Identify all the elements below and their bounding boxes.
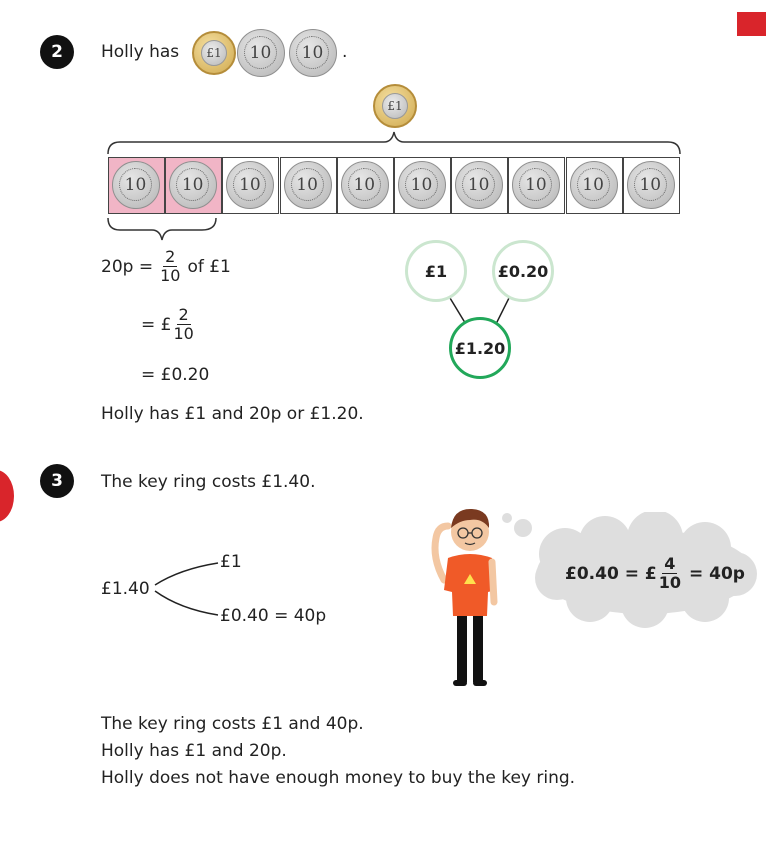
- side-marker: [0, 470, 14, 522]
- thought-bubble-text: [565, 555, 745, 592]
- fraction: $\frac{2}{10}$: [160, 247, 181, 285]
- ten-pence-coin: 10: [289, 29, 337, 77]
- thought-left: £0.40 = £: [565, 563, 657, 584]
- q3-line-1: The key ring costs £1 and 40p.: [101, 714, 364, 734]
- bar-cell: [280, 157, 337, 214]
- question-number-2: 2: [40, 35, 74, 69]
- pound-coin: £1: [192, 31, 236, 75]
- q3-line-2: Holly has £1 and 20p.: [101, 741, 287, 761]
- ten-pence-coin: 10: [455, 161, 503, 209]
- bar-cell: [165, 157, 222, 214]
- equation-line-2: [141, 306, 196, 343]
- fraction: $\frac{2}{10}$: [173, 305, 194, 343]
- ten-pence-coin: 10: [570, 161, 618, 209]
- equation-line-3: = £0.20: [141, 365, 210, 385]
- partition-root: £1.40: [101, 579, 150, 599]
- question-number-3: 3: [40, 464, 74, 498]
- part-circle-2: £0.20: [492, 240, 554, 302]
- bar-cell: [108, 157, 165, 214]
- ten-pence-coin: 10: [512, 161, 560, 209]
- q3-intro: The key ring costs £1.40.: [101, 472, 316, 492]
- part-circle-1: £1: [405, 240, 467, 302]
- q2-intro: Holly has: [101, 42, 180, 62]
- bar-cell: [508, 157, 565, 214]
- ten-pence-coin: 10: [398, 161, 446, 209]
- q3-line-3: Holly does not have enough money to buy the key ring.: [101, 768, 576, 788]
- bar-bottom-brace: [100, 214, 230, 244]
- bar-cell: [222, 157, 279, 214]
- q2-intro-end: .: [342, 42, 348, 62]
- equation-line-1: [101, 248, 231, 285]
- eq2-left: = £: [141, 314, 172, 335]
- bar-cell: [566, 157, 623, 214]
- fraction: $\frac{4}{10}$: [658, 554, 681, 592]
- ten-pence-coin: 10: [112, 161, 160, 209]
- bar-cell: [337, 157, 394, 214]
- ten-pence-coin: 10: [341, 161, 389, 209]
- ten-pence-coin: 10: [169, 161, 217, 209]
- ten-pence-coin: 10: [237, 29, 285, 77]
- bar-cell: [451, 157, 508, 214]
- ten-pence-coin: 10: [627, 161, 675, 209]
- eq1-left: 20p =: [101, 256, 154, 277]
- partition-branch-2: £0.40 = 40p: [220, 606, 327, 626]
- pound-coin-bar-label: £1: [373, 84, 417, 128]
- bar-top-brace: [100, 128, 690, 158]
- partition-branch-1: £1: [220, 552, 242, 572]
- ten-pence-coin: 10: [226, 161, 274, 209]
- eq1-right: of £1: [187, 256, 231, 277]
- q2-conclusion: Holly has £1 and 20p or £1.20.: [101, 404, 364, 424]
- partition-branches: [150, 555, 230, 625]
- corner-tab: [737, 12, 766, 36]
- bar-cell: [394, 157, 451, 214]
- ten-pence-coin: 10: [284, 161, 332, 209]
- bar-cell: [623, 157, 680, 214]
- thought-right: = 40p: [688, 563, 745, 584]
- whole-circle: £1.20: [449, 317, 511, 379]
